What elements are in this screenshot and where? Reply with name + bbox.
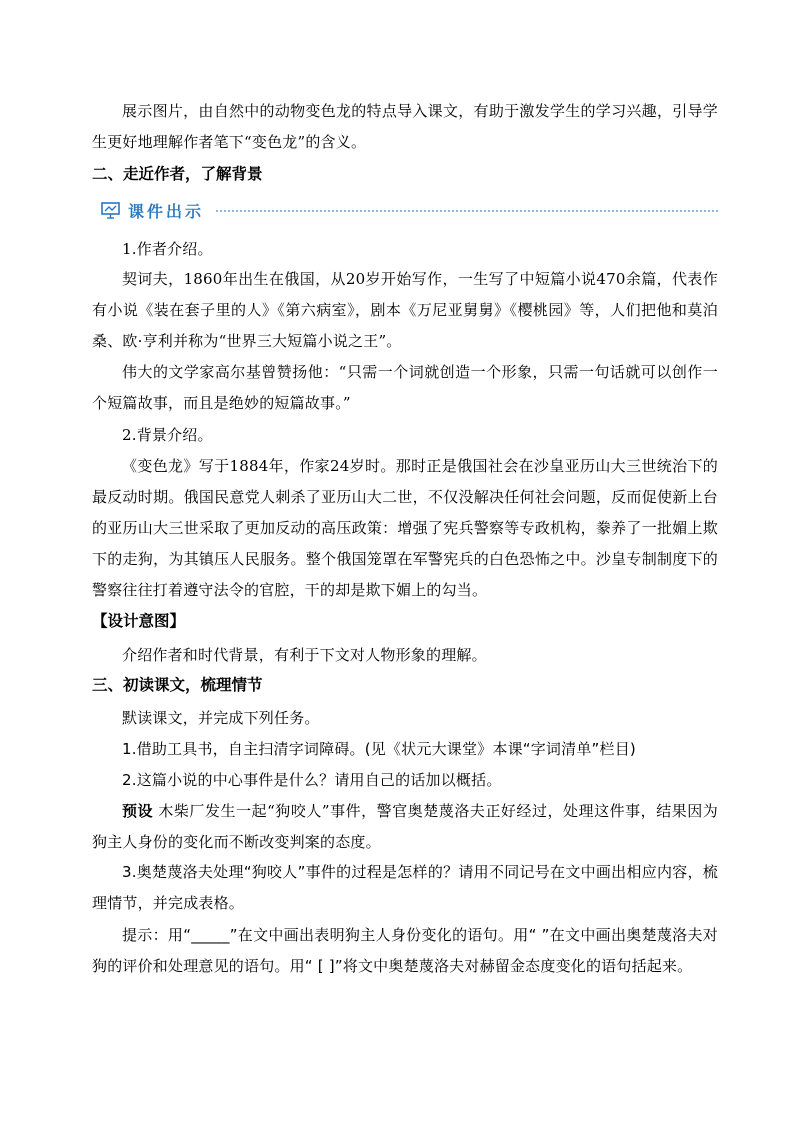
background-intro-title: 2.背景介绍。 (122, 426, 213, 444)
presentation-icon (100, 200, 122, 220)
banner-divider (216, 210, 718, 212)
section-heading-author: 二、走近作者，了解背景 (92, 165, 263, 183)
background-paragraph: 《变色龙》写于1884年，作家24岁时。那时正是俄国社会在沙皇亚历山大三世统治下的最反动时期。俄国民意党人刺杀了亚历山大二世，不仅没解决任何社会问题，反而促使新上台的亚历山大三世采取了更加反动的高压政策：增强了宪兵警察等专政机构，豢养了一批媚上欺下的走狗，为其镇压人民服务。整个俄国笼罩在军警宪兵的白色恐怖之中。沙皇专制制度下的警察往往打着遵守法令的官腔，干的却是欺下媚上的勾当。 (92, 457, 718, 599)
intro-paragraph: 展示图片，由自然中的动物变色龙的特点导入课文，有助于激发学生的学习兴趣，引导学生更好地理解作者笔下“变色龙”的含义。 (92, 102, 718, 151)
design-intent-paragraph: 介绍作者和时代背景，有利于下文对人物形象的理解。 (122, 646, 487, 664)
banner-label: 课件出示 (128, 202, 205, 221)
preset-answer (92, 796, 718, 858)
design-intent-heading: 【设计意图】 (92, 612, 186, 630)
preset-label: 预设 (122, 802, 154, 820)
reading-task: 默读课文，并完成下列任务。 (122, 709, 320, 727)
task-2: 2.这篇小说的中心事件是什么？请用自己的话加以概括。 (122, 771, 502, 789)
preset-text: 木柴厂发生一起“狗咬人”事件，警官奥楚蔑洛夫正好经过，处理这件事，结果因为狗主人身份的变化而不断改变判案的态度。 (92, 802, 719, 851)
author-paragraph: 契诃夫，1860年出生在俄国，从20岁开始写作，一生写了中短篇小说470余篇，代表作有小说《装在套子里的人》《第六病室》，剧本《万尼亚舅舅》《樱桃园》等，人们把他和莫泊桑、欧·亨利并称为“世界三大短篇小说之王”。 (92, 270, 718, 350)
task-1: 1.借助工具书，自主扫清字词障碍。(见《状元大课堂》本课“字词清单”栏目) (122, 740, 636, 758)
gorky-quote-paragraph: 伟大的文学家高尔基曾赞扬他：“只需一个词就创造一个形象，只需一句话就可以创作一个短篇故事，而且是绝妙的短篇故事。” (92, 363, 718, 412)
section-heading-reading: 三、初读课文，梳理情节 (92, 676, 263, 694)
task-3: 3.奥楚蔑洛夫处理“狗咬人”事件的过程是怎样的？请用不同记号在文中画出相应内容，梳理情节，并完成表格。 (92, 863, 718, 912)
courseware-banner (100, 198, 718, 222)
marking-hint: 提示：用“_____”在文中画出表明狗主人身份变化的语句。用“ ”在文中画出奥楚蔑洛夫对狗的评价和处理意见的语句。用“ [ ]”将文中奥楚蔑洛夫对赫留金态度变化的语句括起来。 (92, 926, 718, 975)
author-intro-title: 1.作者介绍。 (122, 240, 213, 258)
